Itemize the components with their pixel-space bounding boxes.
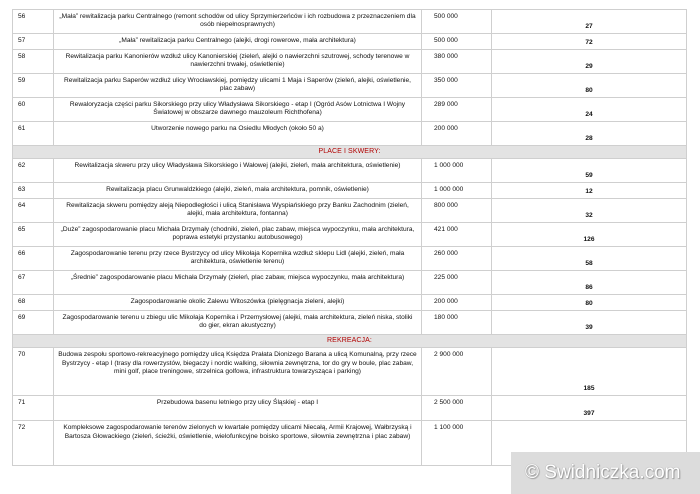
table-row [13,34,687,50]
project-name: Zagospodarowanie okolic Zalewu Witoszówka (pielęgnacja zieleni, alejki) [54,295,422,311]
vote-count: 80 [492,74,687,98]
table-row [13,271,687,295]
project-name: Rewitalizacja skweru przy ulicy Władysława Sikorskiego i Wałowej (alejki, zieleń, mała architektura, oświetlenie) [54,159,422,183]
row-number: 66 [13,247,54,271]
project-cost: 350 000 [422,74,492,98]
table-row [13,295,687,311]
project-cost: 260 000 [422,247,492,271]
project-name: „Mała” rewitalizacja parku Centralnego (remont schodów od ulicy Sprzymierzeńców i ich rozbudowa z przeznaczeniem dla osób niepełnosprawnych) [54,10,422,34]
row-number: 58 [13,50,54,74]
watermark-logo [511,452,700,494]
table-row [13,10,687,34]
table-row [13,311,687,335]
section-title: REKREACJA: [13,335,687,348]
vote-count: 58 [492,247,687,271]
vote-count: 59 [492,159,687,183]
project-cost: 180 000 [422,311,492,335]
table-row [13,159,687,183]
projects-table [12,9,687,466]
project-name: „Średnie” zagospodarowanie placu Michała Drzymały (zieleń, plac zabaw, miejsca wypoczynku, mała architektura) [54,271,422,295]
project-cost: 1 000 000 [422,159,492,183]
vote-count: 29 [492,50,687,74]
project-cost: 380 000 [422,50,492,74]
row-number: 70 [13,348,54,396]
table-row [13,348,687,396]
row-number: 72 [13,421,54,466]
vote-count: 126 [492,223,687,247]
vote-count: 72 [492,34,687,50]
project-name: „Duże” zagospodarowanie placu Michała Drzymały (chodniki, zieleń, plac zabaw, miejsca wypoczynku, mała architektura, poprawa estetyki przystanku autobusowego) [54,223,422,247]
table-row [13,183,687,199]
vote-count: 39 [492,311,687,335]
project-cost: 289 000 [422,98,492,122]
project-cost: 421 000 [422,223,492,247]
watermark-text: © Swidniczka.com [525,462,681,483]
row-number: 61 [13,122,54,146]
projects-table-body [13,10,687,466]
vote-count: 80 [492,295,687,311]
table-row [13,74,687,98]
project-name: Zagospodarowanie terenu u zbiegu ulic Mikołaja Kopernika i Przemysłowej (alejki, mała architektura, zieleń niska, stoliki do gier, ekran akustyczny) [54,311,422,335]
project-cost: 1 000 000 [422,183,492,199]
row-number: 60 [13,98,54,122]
section-header-row [13,335,687,348]
vote-count: 185 [492,348,687,396]
project-name: Przebudowa basenu letniego przy ulicy Śląskiej - etap I [54,396,422,421]
table-row [13,247,687,271]
vote-count: 28 [492,122,687,146]
table-row [13,396,687,421]
vote-count: 12 [492,183,687,199]
project-cost: 800 000 [422,199,492,223]
project-cost: 2 500 000 [422,396,492,421]
vote-count: 24 [492,98,687,122]
row-number: 57 [13,34,54,50]
table-row [13,98,687,122]
project-cost: 2 900 000 [422,348,492,396]
project-cost: 1 100 000 [422,421,492,466]
table-row [13,122,687,146]
row-number: 65 [13,223,54,247]
row-number: 63 [13,183,54,199]
vote-count: 86 [492,271,687,295]
project-cost: 500 000 [422,34,492,50]
row-number: 62 [13,159,54,183]
project-name: Kompleksowe zagospodarowanie terenów zielonych w kwartale pomiędzy ulicami Niecałą, Armii Krajowej, Wałbrzyską i Bartosza Głowackiego (zieleń, ścieżki, oświetlenie, wielofunkcyjne boisko sportowe, siłownia zewnętrzna i plac zabaw) [54,421,422,466]
table-row [13,223,687,247]
project-name: Rewaloryzacja części parku Sikorskiego przy ulicy Władysława Sikorskiego - etap I (Ogród Asów Lotnictwa I Wojny Światowej w obszarze dawnego mauzoleum Richthofena) [54,98,422,122]
row-number: 69 [13,311,54,335]
project-cost: 225 000 [422,271,492,295]
vote-count: 32 [492,199,687,223]
vote-count: 27 [492,10,687,34]
project-name: „Mała” rewitalizacja parku Centralnego (alejki, drogi rowerowe, mała architektura) [54,34,422,50]
row-number: 67 [13,271,54,295]
row-number: 59 [13,74,54,98]
project-cost: 200 000 [422,295,492,311]
project-cost: 200 000 [422,122,492,146]
row-number: 68 [13,295,54,311]
vote-count: 397 [492,396,687,421]
project-name: Budowa zespołu sportowo-rekreacyjnego pomiędzy ulicą Księdza Prałata Dionizego Barana a ulicą Komunalną, przy rzece Bystrzycy - etap I (trasy dla rowerzystów, biegaczy i nordic walking, siłownia zewnętrzna, tor do gry w boule, plac zabaw, mini golf, place treningowe, strzelnica golfowa, infrastruktura towarzysząca i parking) [54,348,422,396]
section-header-row [13,146,687,159]
project-name: Rewitalizacja parku Kanonierów wzdłuż ulicy Kanonierskiej (zieleń, alejki o nawierzchni szutrowej, schody terenowe w nawierzchni trwałej, oświetlenie) [54,50,422,74]
project-name: Zagospodarowanie terenu przy rzece Bystrzycy od ulicy Mikołaja Kopernika wzdłuż sklepu Lidl (alejki, zieleń, mała architektura, oświetlenie terenu) [54,247,422,271]
project-cost: 500 000 [422,10,492,34]
project-name: Rewitalizacja skweru pomiędzy aleją Niepodległości i ulicą Stanisława Wyspiańskiego przy Banku Zachodnim (zieleń, alejki, mała architektura, fontanna) [54,199,422,223]
row-number: 71 [13,396,54,421]
row-number: 64 [13,199,54,223]
project-name: Rewitalizacja parku Saperów wzdłuż ulicy Wrocławskiej, pomiędzy ulicami 1 Maja i Saperów (zieleń, alejki, oświetlenie, plac zabaw) [54,74,422,98]
project-name: Rewitalizacja placu Grunwaldzkiego (alejki, zieleń, mała architektura, pomnik, oświetlenie) [54,183,422,199]
section-title: PLACE I SKWERY: [13,146,687,159]
table-row [13,199,687,223]
table-row [13,50,687,74]
project-name: Utworzenie nowego parku na Osiedlu Młodych (około 50 a) [54,122,422,146]
row-number: 56 [13,10,54,34]
